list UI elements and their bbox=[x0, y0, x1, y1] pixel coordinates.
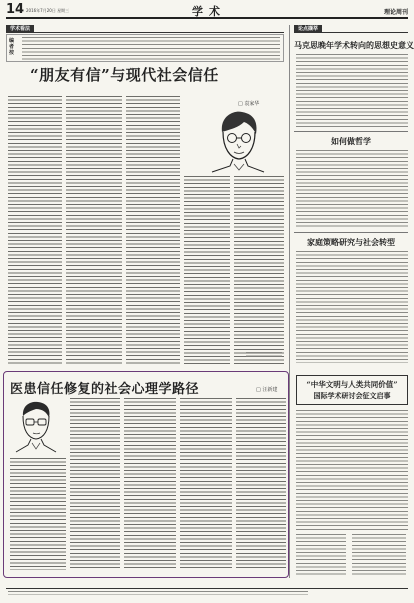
section-title: 学术 bbox=[192, 5, 226, 18]
right-article-3-text bbox=[296, 251, 408, 363]
article1-col1 bbox=[8, 96, 62, 364]
author1-portrait-sketch bbox=[208, 108, 268, 174]
article2-col5 bbox=[236, 398, 286, 570]
editor-note-text bbox=[22, 37, 280, 60]
right-headline-3: 家庭策略研究与社会转型 bbox=[307, 237, 395, 247]
right-article-1-text bbox=[296, 54, 408, 128]
left-column-head bbox=[6, 25, 284, 33]
article2-col2 bbox=[70, 398, 120, 570]
editor-note-tag: 编者按 bbox=[9, 38, 15, 56]
article1-portrait-caption bbox=[246, 352, 282, 358]
call-for-papers-title-2: 国际学术研讨会征文启事 bbox=[313, 391, 391, 400]
right-divider-2 bbox=[294, 232, 408, 233]
article1-title: “朋友有信”与现代社会信任 bbox=[30, 66, 219, 84]
page-header bbox=[6, 3, 408, 19]
right-headline-2: 如何做哲学 bbox=[331, 136, 371, 146]
call-for-papers-title-1: “中华文明与人类共同价值” bbox=[306, 380, 398, 389]
right-column-head bbox=[294, 25, 408, 33]
left-column-head-label: 学术看法 bbox=[6, 25, 34, 33]
issue-date: 2016年7月20日 星期三 bbox=[26, 8, 70, 13]
article2-col3 bbox=[124, 398, 176, 570]
right-column-head-label: 论点撷萃 bbox=[294, 25, 322, 33]
call-for-papers-contact bbox=[296, 534, 346, 576]
right-divider-1 bbox=[294, 131, 408, 132]
article1-col2 bbox=[66, 96, 122, 364]
call-for-papers-text bbox=[296, 410, 408, 530]
article1-col3 bbox=[126, 96, 180, 364]
author2-portrait-sketch bbox=[14, 400, 58, 454]
article2-title: 医患信任修复的社会心理学路径 bbox=[10, 382, 200, 397]
right-article-2-text bbox=[296, 150, 408, 228]
article2-col1 bbox=[10, 458, 66, 570]
right-headline-1: 马克思晚年学术转向的思想史意义 bbox=[294, 40, 414, 50]
article2-col4 bbox=[180, 398, 232, 570]
article1-col4 bbox=[184, 176, 230, 364]
article2-byline: □ 汪新建 bbox=[256, 387, 278, 393]
footer-credits bbox=[8, 591, 308, 595]
article1-byline: □ 袁家华 bbox=[238, 101, 260, 107]
column-divider bbox=[289, 25, 290, 578]
article1-col5 bbox=[234, 176, 284, 364]
call-for-papers-signature bbox=[352, 534, 406, 576]
page-number: 14 bbox=[6, 2, 25, 17]
paper-name: 理论周刊 bbox=[383, 9, 408, 16]
